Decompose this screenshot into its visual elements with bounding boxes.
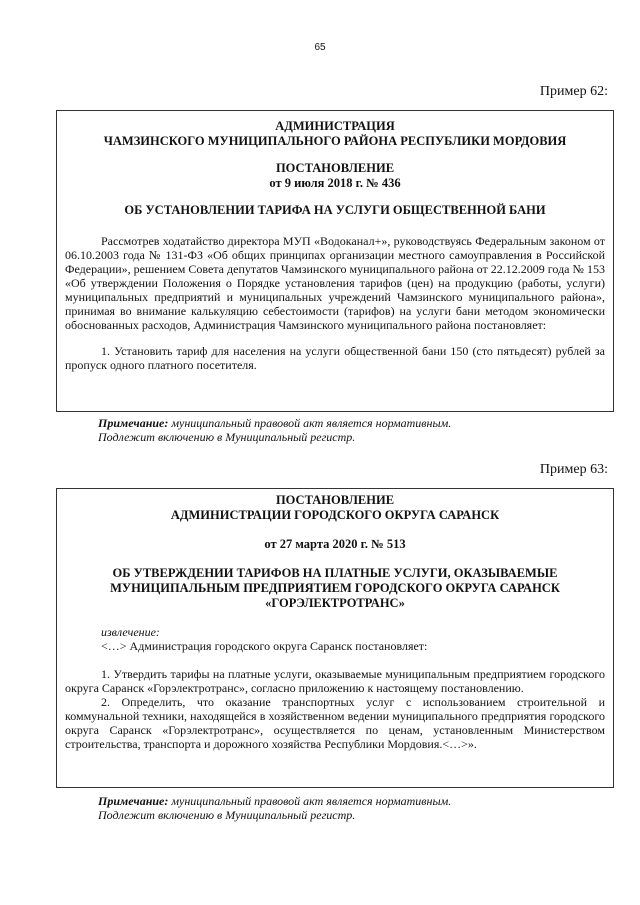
example-63-box [56, 488, 614, 788]
note-text: муниципальный правовой акт является нормативным. [168, 416, 452, 430]
doc-type: ПОСТАНОВЛЕНИЕ [275, 493, 395, 507]
doc-title-line-2: МУНИЦИПАЛЬНЫМ ПРЕДПРИЯТИЕМ ГОРОДСКОГО ОКРУГА САРАНСК [110, 581, 560, 595]
doc-title-line-1: ОБ УТВЕРЖДЕНИИ ТАРИФОВ НА ПЛАТНЫЕ УСЛУГИ, ОКАЗЫВАЕМЫЕ [112, 566, 558, 580]
example-63-note [98, 794, 451, 822]
note-label: Примечание: [98, 416, 169, 430]
date-number: от 27 марта 2020 г. № 513 [264, 537, 406, 551]
example-62-label: Пример 62: [539, 84, 608, 99]
item-1: 1. Утвердить тарифы на платные услуги, оказываемые муниципальным предприятием городского округа Саранск «Горэлектротранс», согласно приложению к настоящему постановлению. [65, 667, 605, 695]
example-62-note [98, 416, 451, 444]
note-label: Примечание: [98, 794, 169, 808]
org-line-1: АДМИНИСТРАЦИЯ [275, 119, 395, 133]
preamble: Рассмотрев ходатайство директора МУП «Водоканал+», руководствуясь Федеральным законом от 06.10.2003 года № 131-ФЗ «Об общих принципах организации местного самоуправления в Российской Федерации», решением Совета депутатов Чамзинского муниципального района от 22.12.2009 года № 153 «Об утверждении Положения о Порядке установления тарифов (цен) на продукцию (работы, услуги) муниципальных предприятий и муниципальных учреждений Чамзинского муниципального района», принимая во внимание калькуляцию себестоимости (тарифов) на услуги бани методом экономически обоснованных расходов, Администрация Чамзинского муниципального района постановляет: [65, 234, 605, 332]
item-1: 1. Установить тариф для населения на услуги общественной бани 150 (сто пятьдесят) рублей за пропуск одного платного посетителя. [65, 344, 605, 372]
extract-label: извлечение: [101, 625, 160, 639]
extract-text: <…> Администрация городского округа Саранск постановляет: [101, 639, 428, 653]
doc-title: ОБ УСТАНОВЛЕНИИ ТАРИФА НА УСЛУГИ ОБЩЕСТВЕННОЙ БАНИ [124, 203, 546, 217]
note-text: муниципальный правовой акт является нормативным. [168, 794, 452, 808]
note-line-2: Подлежит включению в Муниципальный регистр. [98, 430, 356, 444]
example-62-box [56, 110, 614, 412]
page-number: 65 [314, 42, 326, 53]
org-line: АДМИНИСТРАЦИИ ГОРОДСКОГО ОКРУГА САРАНСК [170, 508, 500, 522]
org-line-2: ЧАМЗИНСКОГО МУНИЦИПАЛЬНОГО РАЙОНА РЕСПУБЛИКИ МОРДОВИЯ [103, 134, 567, 148]
date-number: от 9 июля 2018 г. № 436 [269, 176, 401, 190]
note-line-2: Подлежит включению в Муниципальный регистр. [98, 808, 356, 822]
doc-title-line-3: «ГОРЭЛЕКТРОТРАНС» [265, 596, 405, 610]
doc-type: ПОСТАНОВЛЕНИЕ [275, 161, 395, 175]
item-2: 2. Определить, что оказание транспортных услуг с использованием строительной и коммунальной техники, находящейся в хозяйственном ведении муниципального предприятия городского округа Саранск «Горэлектротранс», осуществляется по ценам, установленным Министерством строительства, транспорта и дорожного хозяйства Республики Мордовия.<…>». [65, 695, 605, 751]
example-63-label: Пример 63: [539, 462, 608, 477]
